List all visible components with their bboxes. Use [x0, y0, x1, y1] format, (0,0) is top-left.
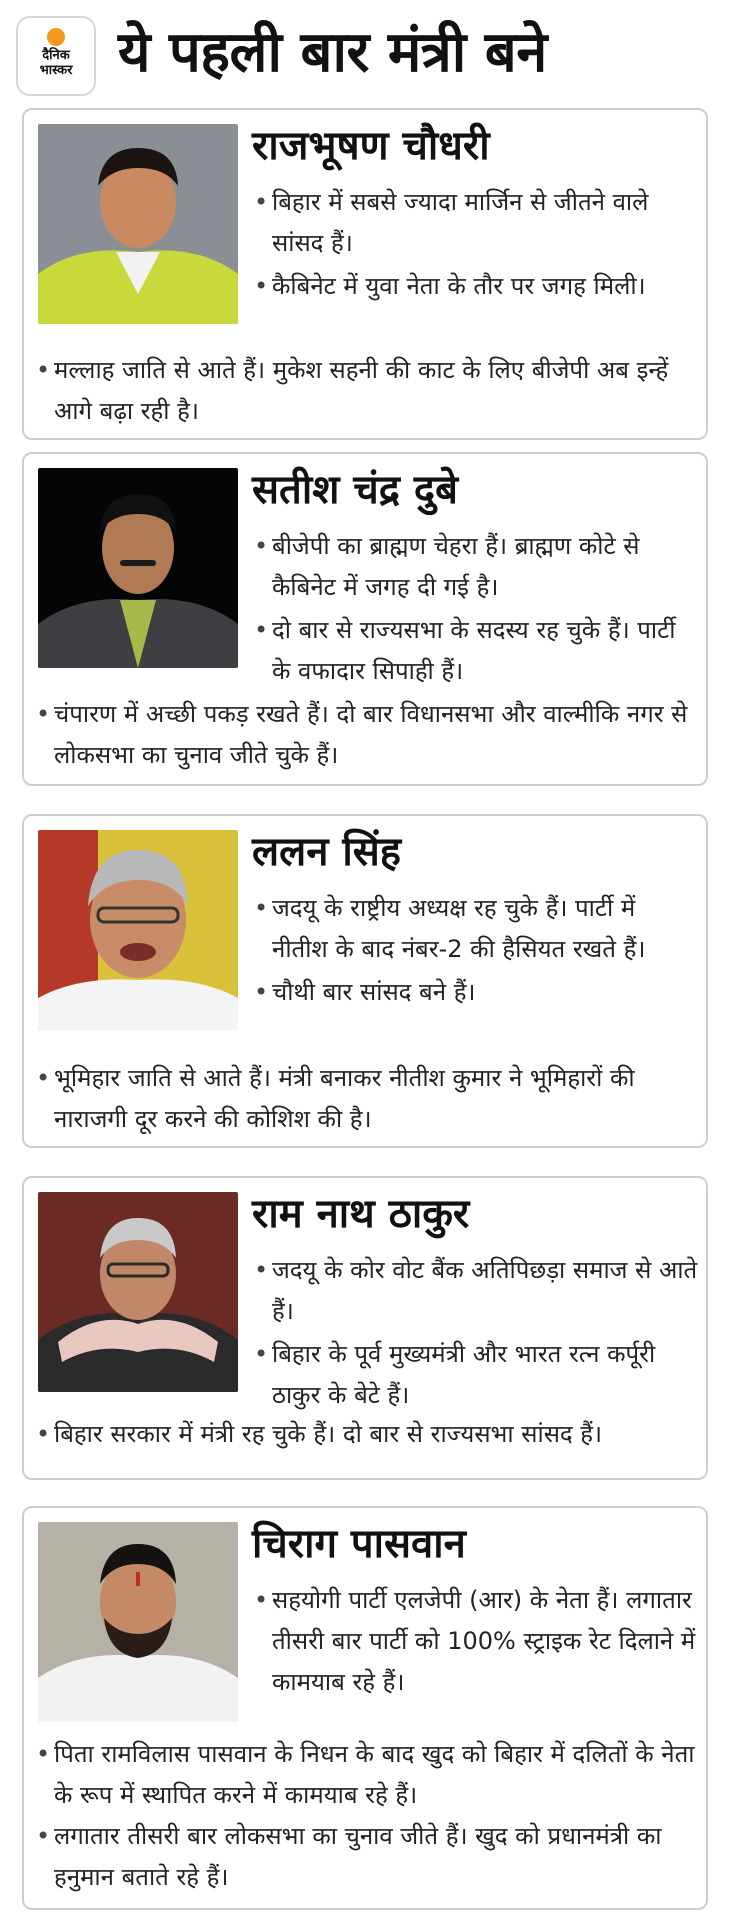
minister-name: ललन सिंह [252, 829, 402, 875]
list-item: • भूमिहार जाति से आते हैं। मंत्री बनाकर नीतीश कुमार ने भूमिहारों की नाराजगी दूर करने की कोशिश की है। [32, 1058, 700, 1140]
minister-name: राम नाथ ठाकुर [252, 1191, 470, 1237]
minister-photo-4 [38, 1192, 238, 1392]
portrait-icon [38, 124, 238, 324]
minister-card-3 [22, 814, 708, 1148]
list-item: • दो बार से राज्यसभा के सदस्य रह चुके हैं। पार्टी के वफादार सिपाही हैं। [250, 610, 698, 692]
portrait-icon [38, 468, 238, 668]
sun-logo-icon [47, 28, 65, 46]
list-item: • बिहार में सबसे ज्यादा मार्जिन से जीतने वाले सांसद हैं। [250, 182, 698, 264]
list-item: • जदयू के राष्ट्रीय अध्यक्ष रह चुके हैं। पार्टी में नीतीश के बाद नंबर-2 की हैसियत रखते हैं। [250, 888, 698, 970]
minister-photo-1 [38, 124, 238, 324]
list-item: • चौथी बार सांसद बने हैं। [250, 972, 698, 1013]
list-item: • कैबिनेट में युवा नेता के तौर पर जगह मिली। [250, 266, 698, 307]
minister-name: राजभूषण चौधरी [252, 123, 490, 169]
side-points-list [250, 888, 698, 1015]
points-list [32, 694, 700, 776]
list-item: • लगातार तीसरी बार लोकसभा का चुनाव जीते हैं। खुद को प्रधानमंत्री का हनुमान बताते रहे हैं। [32, 1816, 700, 1898]
list-item: • बीजेपी का ब्राह्मण चेहरा हैं। ब्राह्मण कोटे से कैबिनेट में जगह दी गई है। [250, 526, 698, 608]
points-list [32, 1734, 700, 1898]
points-list [32, 1414, 700, 1455]
portrait-icon [38, 1192, 238, 1392]
minister-card-5 [22, 1506, 708, 1910]
side-points-list [250, 1580, 698, 1705]
logo-text-line2: भास्कर [39, 63, 73, 78]
list-item: • सहयोगी पार्टी एलजेपी (आर) के नेता हैं। लगातार तीसरी बार पार्टी को 100% स्ट्राइक रेट दिलाने में कामयाब रहे हैं। [250, 1580, 698, 1703]
minister-name: सतीश चंद्र दुबे [252, 467, 458, 513]
list-item: • पिता रामविलास पासवान के निधन के बाद खुद को बिहार में दलितों के नेता के रूप में स्थापित करने में कामयाब रहे हैं। [32, 1734, 700, 1816]
list-item: • बिहार के पूर्व मुख्यमंत्री और भारत रत्न कर्पूरी ठाकुर के बेटे हैं। [250, 1334, 698, 1416]
page-header [0, 0, 730, 100]
minister-card-1 [22, 108, 708, 440]
minister-photo-5 [38, 1522, 238, 1722]
list-item: • मल्लाह जाति से आते हैं। मुकेश सहनी की काट के लिए बीजेपी अब इन्हें आगे बढ़ा रही है। [32, 350, 700, 432]
list-item: • चंपारण में अच्छी पकड़ रखते हैं। दो बार विधानसभा और वाल्मीकि नगर से लोकसभा का चुनाव जीते चुके हैं। [32, 694, 700, 776]
portrait-icon [38, 830, 238, 1030]
dainik-bhaskar-logo [16, 16, 96, 96]
page-title: ये पहली बार मंत्री बने [118, 20, 547, 85]
minister-photo-3 [38, 830, 238, 1030]
minister-card-2 [22, 452, 708, 786]
logo-text-line1: दैनिक [42, 48, 70, 63]
list-item: • बिहार सरकार में मंत्री रह चुके हैं। दो बार से राज्यसभा सांसद हैं। [32, 1414, 700, 1455]
side-points-list [250, 526, 698, 694]
side-points-list [250, 182, 698, 309]
side-points-list [250, 1250, 698, 1418]
portrait-icon [38, 1522, 238, 1722]
minister-card-4 [22, 1176, 708, 1480]
points-list [32, 350, 700, 432]
list-item: • जदयू के कोर वोट बैंक अतिपिछड़ा समाज से आते हैं। [250, 1250, 698, 1332]
minister-photo-2 [38, 468, 238, 668]
points-list [32, 1058, 700, 1140]
minister-name: चिराग पासवान [252, 1521, 466, 1567]
